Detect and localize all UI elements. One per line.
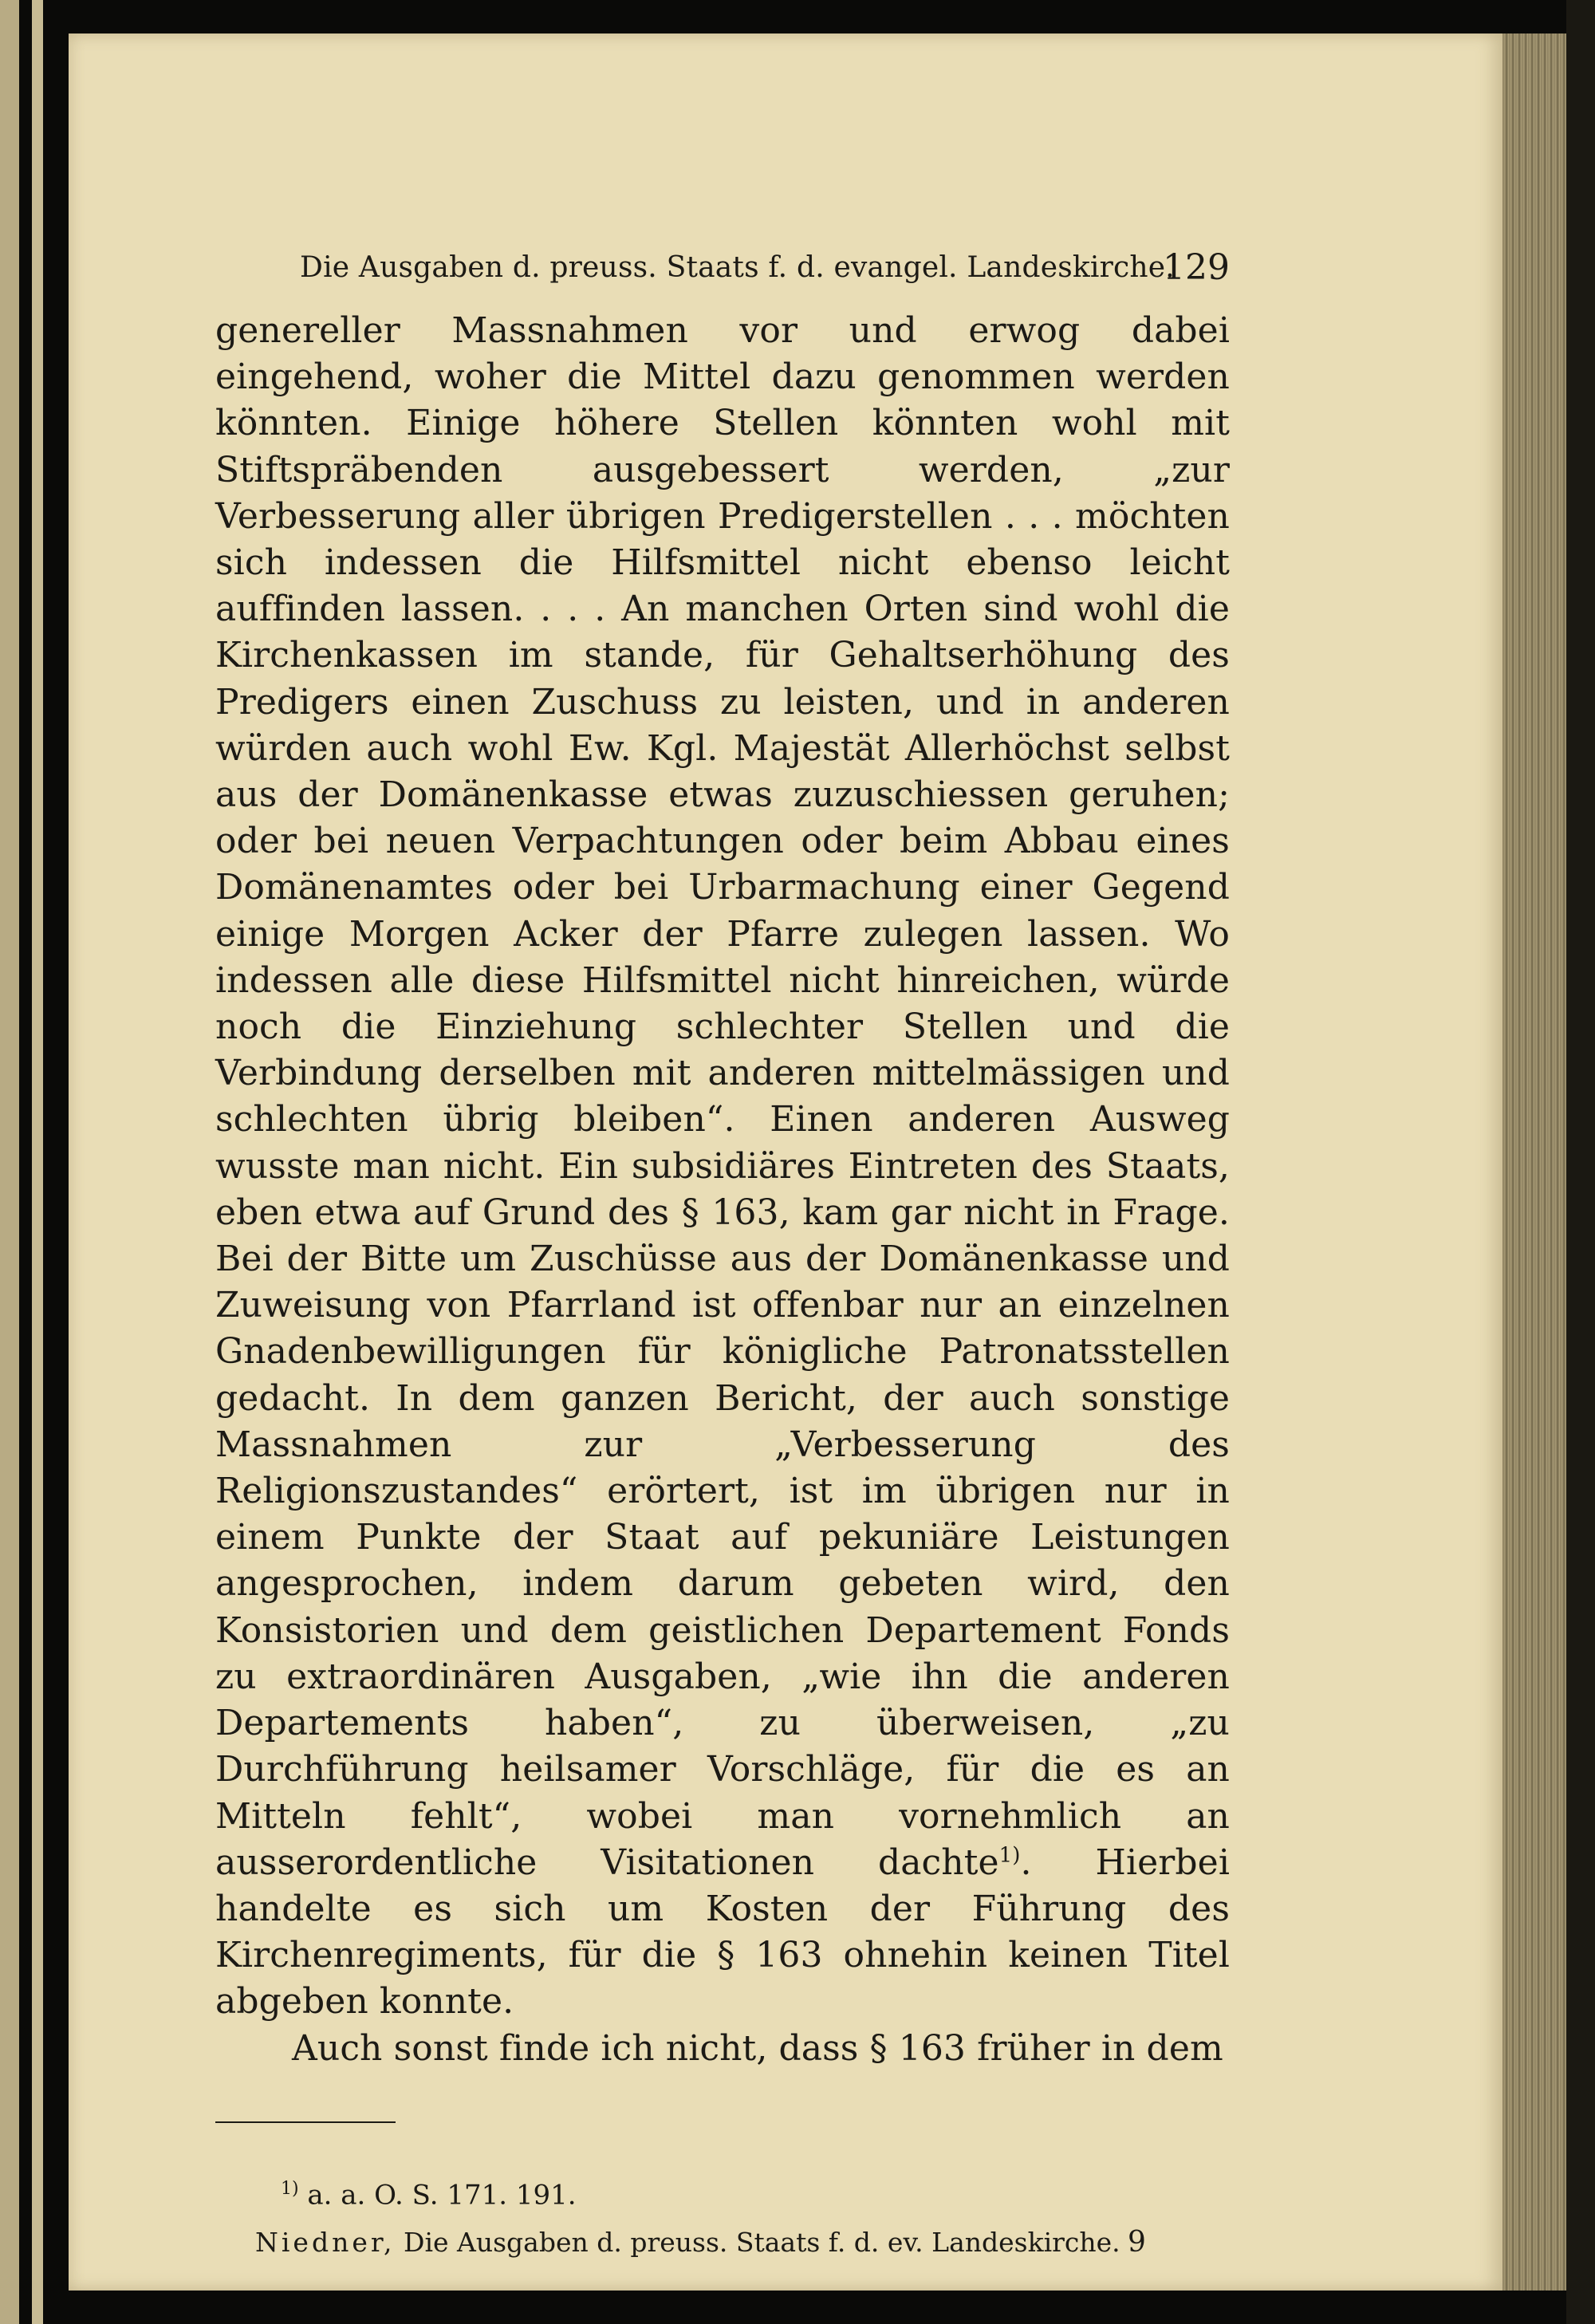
- footnote-1: [215, 2169, 1230, 2215]
- signature-author: Niedner,: [255, 2227, 396, 2259]
- footnote-marker: 1): [281, 2178, 299, 2199]
- page-number: 129: [1163, 247, 1230, 288]
- paragraph-1-text: genereller Massnahmen vor und erwog dabei eingehend, woher die Mittel dazu genommen werden könnten. Einige höhere Stellen könnten wohl mit Stiftspräbenden ausgebessert werden, „zur Verbesserung aller übrigen Predigerstellen . . . möchten sich indessen die Hilfsmittel nicht ebenso leicht auffinden lassen. . . . An manchen Orten sind wohl die Kirchenkassen im stande, für Gehaltserhöhung des Predigers einen Zuschuss zu leisten, und in anderen würden auch wohl Ew. Kgl. Majestät Allerhöchst selbst aus der Domänenkasse etwas zuzuschiessen geruhen; oder bei neuen Verpachtungen oder beim Abbau eines Domänenamtes oder bei Urbarmachung einer Gegend einige Morgen Acker der Pfarre zulegen lassen. Wo indessen alle diese Hilfsmittel nicht hinreichen, würde noch die Einziehung schlechter Stellen und die Verbindung derselben mit anderen mittelmässigen und schlechten übrig bleiben“. Einen anderen Ausweg wusste man nicht. Ein subsidiäres Eintreten des Staats, eben etwa auf Grund des § 163, kam gar nicht in Frage. Bei der Bitte um Zuschüsse aus der Domänenkasse und Zuweisung von Pfarrland ist offenbar nur an einzelnen Gnadenbewilligungen für königliche Patronatsstellen gedacht. In dem ganzen Bericht, der auch sonstige Massnahmen zur „Verbesserung des Religionszustandes“ erörtert, ist im übrigen nur in einem Punkte der Staat auf pekuniäre Leistungen angesprochen, indem darum gebeten wird, den Konsistorien und dem geistlichen Departement Fonds zu extraordinären Ausgaben, „wie ihn die anderen Departements haben“, zu überweisen, „zu Durchführung heilsamer Vorschläge, für die es an Mitteln fehlt“, wobei man vornehmlich an ausserordentliche Visitationen dachte: [215, 310, 1230, 1883]
- page-text-block: [215, 239, 1230, 2263]
- running-header-title: Die Ausgaben d. preuss. Staats f. d. evangel. Landeskirche.: [300, 251, 1175, 284]
- body-text: [215, 308, 1230, 2072]
- sheet-number: 9: [1128, 2226, 1146, 2259]
- left-page-edge: [0, 0, 19, 2324]
- sheet-signature: [215, 2223, 1230, 2263]
- stacked-page-edges: [1502, 33, 1566, 2291]
- footnotes: [215, 2169, 1230, 2215]
- paragraph-2-text: Auch sonst finde ich nicht, dass § 163 früher in dem: [292, 2027, 1223, 2069]
- paragraph-1-continuation: . Hierbei handelte es sich um Kosten der Führung des Kirchenregiments, für die § 163 ohnehin keinen Titel abgeben konnte.: [215, 1841, 1230, 2023]
- footnote-reference: 1): [998, 1843, 1021, 1868]
- footnote-separator: [215, 2121, 396, 2123]
- paragraph-1: [215, 308, 1230, 2026]
- running-header: [215, 239, 1230, 297]
- left-page-edge-inner: [32, 0, 43, 2324]
- paragraph-2: [215, 2026, 1230, 2072]
- right-background: [1566, 0, 1595, 2324]
- signature-title: Die Ausgaben d. preuss. Staats f. d. ev. Landeskirche.: [395, 2227, 1120, 2259]
- footnote-text: a. a. O. S. 171. 191.: [298, 2179, 577, 2212]
